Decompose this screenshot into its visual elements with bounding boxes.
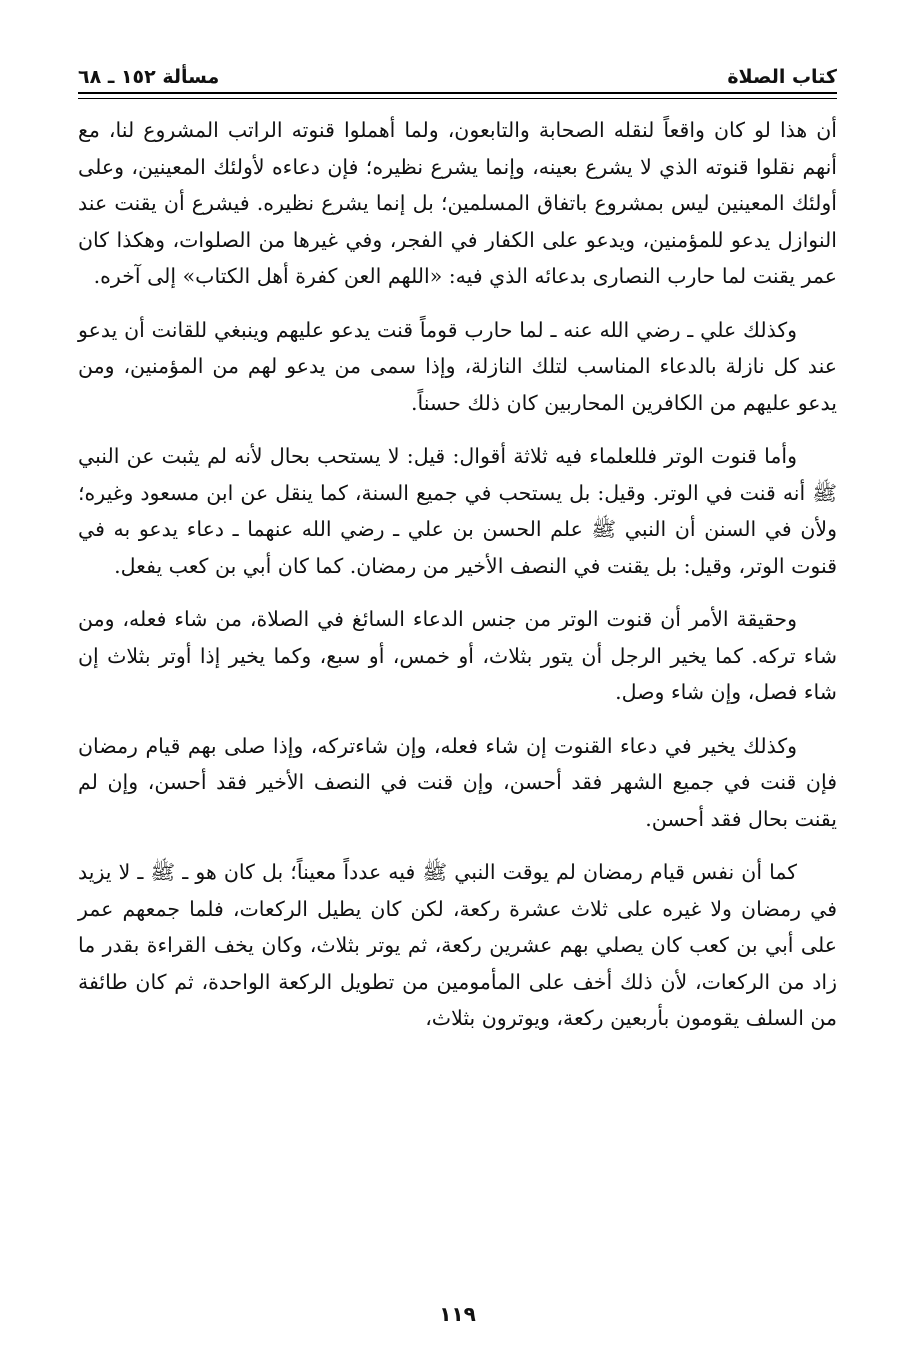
page-number: ١١٩ (439, 1302, 476, 1326)
header-rule-thick (78, 92, 837, 94)
paragraph: وكذلك علي ـ رضي الله عنه ـ لما حارب قوماً قنت يدعو عليهم وينبغي للقانت أن يدعو عند كل نازلة بالدعاء المناسب لتلك النازلة، وإذا سمى من يدعو لهم من المؤمنين، ومن يدعو عليهم من الكافرين المحاربين كان ذلك حسناً. (78, 317, 837, 415)
book-title: كتاب الصلاة (727, 66, 837, 88)
paragraph: وأما قنوت الوتر فللعلماء فيه ثلاثة أقوال: قيل: لا يستحب بحال لأنه لم يثبت عن النبي ﷺ أنه قنت في الوتر. وقيل: بل يستحب في جميع السنة، كما ينقل عن ابن مسعود وغيره؛ ولأن في السنن أن النبي ﷺ علم الحسن بن علي ـ رضي الله عنهما ـ دعاء يدعو به في قنوت الوتر، وقيل: بل يقنت في النصف الأخير من رمضان. كما كان أبي بن كعب يفعل. (78, 444, 837, 578)
header-rule-thin (78, 98, 837, 99)
body-text (78, 112, 837, 1054)
running-header (78, 48, 837, 88)
paragraph: أن هذا لو كان واقعاً لنقله الصحابة والتابعون، ولما أهملوا قنوته الراتب المشروع لنا، مع أنهم نقلوا قنوته الذي لا يشرع بعينه، وإنما يشرع نظيره؛ فإن دعاءه لأولئك المعينين، وعلى أولئك المعينين ليس بمشروع باتفاق المسلمين؛ بل إنما يشرع نظيره. فيشرع أن يقنت عند النوازل يدعو للمؤمنين، ويدعو على الكفار في الفجر، وفي غيرها من الصلوات، وهكذا كان عمر يقنت لما حارب النصارى بدعائه الذي فيه: «اللهم العن كفرة أهل الكتاب» إلى آخره. (78, 118, 837, 288)
issue-label: مسألة ١٥٢ ـ ٦٨ (78, 66, 220, 88)
paragraph: كما أن نفس قيام رمضان لم يوقت النبي ﷺ فيه عدداً معيناً؛ بل كان هو ـ ﷺ ـ لا يزيد في رمضان ولا غيره على ثلاث عشرة ركعة، لكن كان يطيل الركعات، فلما جمعهم عمر على أبي بن كعب كان يصلي بهم عشرين ركعة، ثم يوتر بثلاث، وكان يخف القراءة بقدر ما زاد من الركعات، لأن ذلك أخف على المأمومين من تطويل الركعة الواحدة، ثم كان طائفة من السلف يقومون بأربعين ركعة، ويوترون بثلاث، (78, 860, 837, 1030)
paragraph: وكذلك يخير في دعاء القنوت إن شاء فعله، وإن شاءتركه، وإذا صلى بهم قيام رمضان فإن قنت في جميع الشهر فقد أحسن، وإن قنت في النصف الأخير فقد أحسن، وإن لم يقنت بحال فقد أحسن. (78, 733, 837, 831)
paragraph: وحقيقة الأمر أن قنوت الوتر من جنس الدعاء السائغ في الصلاة، من شاء فعله، ومن شاء تركه. كما يخير الرجل أن يتور بثلاث، أو خمس، أو سبع، وكما يخير إذا أوتر بثلاث إن شاء فصل، وإن شاء وصل. (78, 607, 837, 704)
